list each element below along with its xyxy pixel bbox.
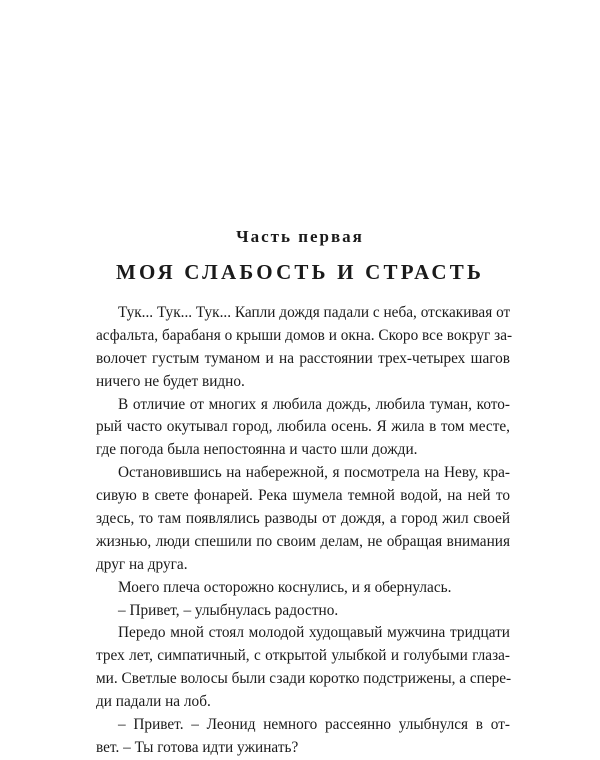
text-line: ничего не будет видно. xyxy=(96,372,245,390)
text-line: друг на друга. xyxy=(96,555,188,573)
text-line: сивую в свете фонарей. Река шумела темной водой, на ней то xyxy=(96,487,510,505)
part-label: Часть первая xyxy=(236,227,364,246)
text-line: асфальта, барабаня о крыши домов и окна. Скоро все вокруг за- xyxy=(96,326,513,344)
text-line: где погода была непостоянна и часто шли дожди. xyxy=(96,441,418,459)
text-line: Остановившись на набережной, я посмотрела на Неву, кра- xyxy=(118,464,510,482)
paragraph xyxy=(96,600,510,623)
paragraph xyxy=(96,462,510,576)
text-line: – Привет. – Леонид немного рассеянно улыбнулся в от- xyxy=(118,716,510,734)
paragraph xyxy=(96,577,510,600)
paragraph xyxy=(96,302,513,394)
paragraph xyxy=(96,394,510,463)
chapter-title: МОЯ СЛАБОСТЬ И СТРАСТЬ xyxy=(115,260,485,284)
body-text xyxy=(96,302,513,760)
text-line: – Привет, – улыбнулась радостно. xyxy=(118,601,339,619)
text-line: трех лет, симпатичный, с открытой улыбкой и голубыми глаза- xyxy=(96,647,510,665)
paragraph xyxy=(96,714,510,760)
text-line: В отличие от многих я любила дождь, любила туман, кото- xyxy=(118,395,510,413)
text-line: ди падали на лоб. xyxy=(96,693,211,711)
text-line: жизнью, люди спешили по своим делам, не обращая внимания xyxy=(96,532,510,550)
text-line: волочет густым туманом и на расстоянии трех-четырех шагов xyxy=(96,349,510,367)
text-line: Передо мной стоял молодой худощавый мужчина тридцати xyxy=(118,624,510,642)
text-line: ми. Светлые волосы были сзади коротко подстрижены, а спере- xyxy=(96,670,512,688)
text-line: Моего плеча осторожно коснулись, и я обернулась. xyxy=(118,578,452,596)
text-line: вет. – Ты готова идти ужинать? xyxy=(96,738,299,756)
text-line: рый часто окутывал город, любила осень. Я жила в том месте, xyxy=(96,418,510,436)
paragraph xyxy=(96,622,510,714)
text-line: здесь, то там появлялись разводы от дождя, а город жил своей xyxy=(96,510,510,528)
text-line: Тук... Тук... Тук... Капли дождя падали с неба, отскакивая от xyxy=(118,304,511,321)
